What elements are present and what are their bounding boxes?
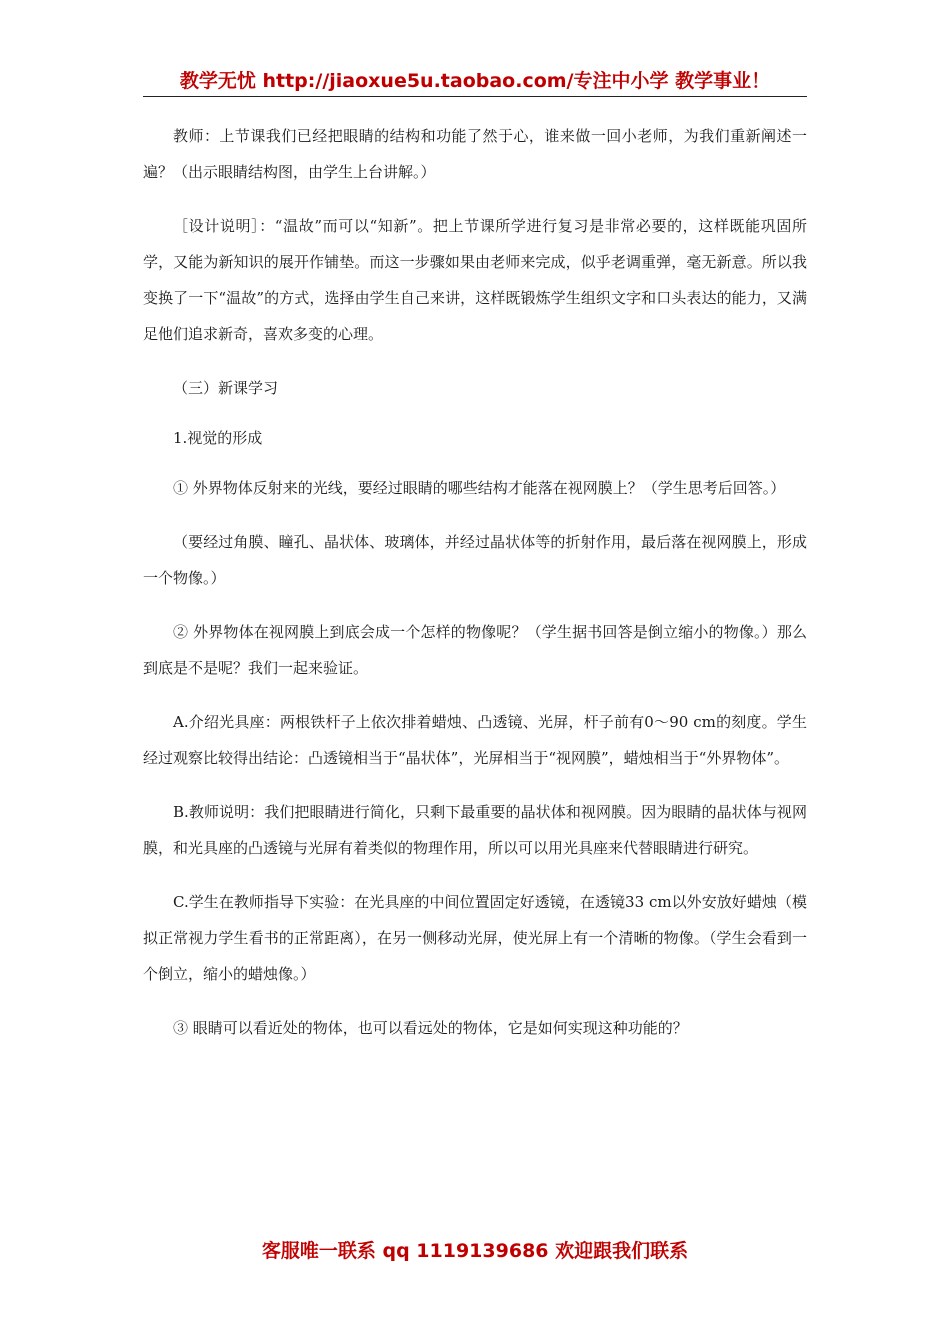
subsection-heading-vision: 1.视觉的形成 (173, 429, 263, 447)
paragraph-step-c: C.学生在教师指导下实验：在光具座的中间位置固定好透镜，在透镜33 cm以外安放好蜡烛（模拟正常视力学生看书的正常距离），在另一侧移动光屏，使光屏上有一个清晰的物像。（学生会看到一个倒立，缩小的蜡烛像。） (143, 893, 807, 983)
paragraph-question-2: ② 外界物体在视网膜上到底会成一个怎样的物像呢？（学生据书回答是倒立缩小的物像。）那么到底是不是呢？我们一起来验证。 (143, 623, 807, 677)
document-body (143, 118, 807, 1064)
paragraph-step-b: B.教师说明：我们把眼睛进行简化，只剩下最重要的晶状体和视网膜。因为眼睛的晶状体与视网膜，和光具座的凸透镜与光屏有着类似的物理作用，所以可以用光具座来代替眼睛进行研究。 (143, 803, 807, 857)
page-footer: 客服唯一联系 qq 1119139686 欢迎跟我们联系 (261, 1240, 689, 1262)
paragraph-teacher-review: 教师：上节课我们已经把眼睛的结构和功能了然于心，谁来做一回小老师，为我们重新阐述一遍？（出示眼睛结构图，由学生上台讲解。） (143, 127, 807, 181)
page-header: 教学无忧 http://jiaoxue5u.taobao.com/专注中小学 教学事业！ (179, 70, 771, 92)
header-divider (143, 96, 807, 97)
section-heading-new-lesson: （三）新课学习 (173, 379, 279, 397)
paragraph-question-3: ③ 眼睛可以看近处的物体，也可以看远处的物体，它是如何实现这种功能的？ (173, 1019, 688, 1037)
paragraph-step-a: A.介绍光具座：两根铁杆子上依次排着蜡烛、凸透镜、光屏，杆子前有0～90 cm的刻度。学生经过观察比较得出结论：凸透镜相当于“晶状体”，光屏相当于“视网膜”，蜡烛相当于“外界物体”。 (143, 713, 807, 767)
paragraph-answer-1: （要经过角膜、瞳孔、晶状体、玻璃体，并经过晶状体等的折射作用，最后落在视网膜上，形成一个物像。） (143, 533, 807, 587)
paragraph-design-note: ［设计说明］：“温故”而可以“知新”。把上节课所学进行复习是非常必要的，这样既能巩固所学，又能为新知识的展开作铺垫。而这一步骤如果由老师来完成，似乎老调重弹，毫无新意。所以我变换了一下“温故”的方式，选择由学生自己来讲，这样既锻炼学生组织文字和口头表达的能力，又满足他们追求新奇，喜欢多变的心理。 (143, 217, 807, 343)
paragraph-question-1: ① 外界物体反射来的光线，要经过眼睛的哪些结构才能落在视网膜上？（学生思考后回答。） (173, 479, 786, 497)
